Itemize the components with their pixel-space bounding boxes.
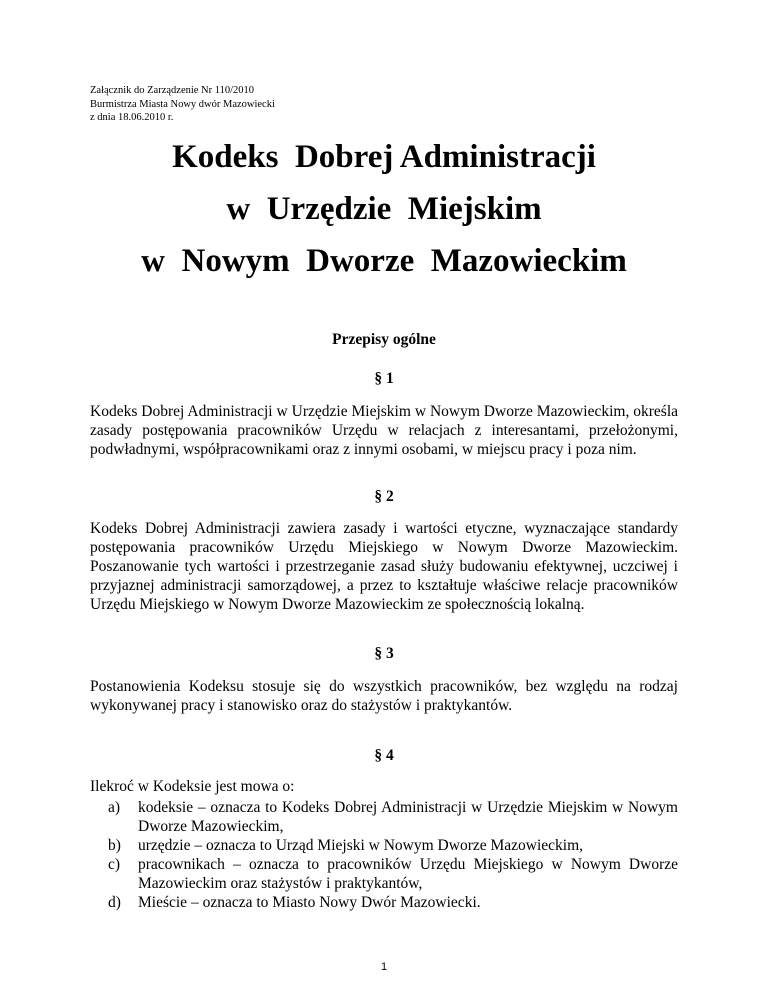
section-heading: Przepisy ogólne [332,331,436,348]
list-item-marker: c) [108,856,121,873]
list-item-marker: a) [108,799,121,816]
list-item-text: Mieście – oznacza to Miasto Nowy Dwór Mazowiecki. [138,894,481,911]
annex-line-3: z dnia 18.06.2010 r. [90,112,174,123]
paragraph-mark-2: § 2 [374,488,394,505]
list-item-text: kodeksie – oznacza to Kodeks Dobrej Administracji w Urzędzie Miejskim w Nowym Dworze Mazowieckim, [138,799,678,835]
list-item [90,798,678,836]
paragraph-text-3: Postanowienia Kodeksu stosuje się do wszystkich pracowników, bez względu na rodzaj wykonywanej pracy i stanowisko oraz do stażystów i praktykantów. [90,678,678,714]
list-item-text: pracownikach – oznacza to pracowników Urzędu Miejskiego w Nowym Dworze Mazowieckim oraz stażystów i praktykantów, [138,856,678,892]
list-item [90,855,678,893]
list-item [90,836,678,855]
annex-line-2: Burmistrza Miasta Nowy dwór Mazowiecki [90,98,275,110]
definitions-intro: Ilekroć w Kodeksie jest mowa o: [90,778,295,795]
list-item [90,893,678,912]
annex-line-1: Załącznik do Zarządzenie Nr 110/2010 [90,85,255,96]
list-item-text: urzędzie – oznacza to Urząd Miejski w Nowym Dworze Mazowieckim, [138,837,584,854]
list-item-marker: b) [108,837,121,854]
document-title-line-3: w Nowym Dworze Mazowieckim [141,243,627,279]
page-number: 1 [380,961,388,973]
definitions-list [90,798,678,912]
document-title-line-1: Kodeks Dobrej Administracji [172,139,596,175]
document-title-line-2: w Urzędzie Miejskim [226,191,542,227]
list-item-marker: d) [108,894,121,911]
annex-note [90,84,275,125]
paragraph-mark-3: § 3 [374,645,394,662]
paragraph-text-2: Kodeks Dobrej Administracji zawiera zasady i wartości etyczne, wyznaczające standardy postępowania pracowników Urzędu Miejskiego w Nowym Dworze Mazowieckim. Poszanowanie tych wartości i przestrzeganie zasad służy budowaniu efektywnej, uczciwej i przyjaznej administracji samorządowej, a przez to kształtuje właściwe relacje pracowników Urzędu Miejskiego w Nowym Dworze Mazowieckim ze społecznością lokalną. [90,520,678,613]
paragraph-mark-4: § 4 [374,747,394,764]
paragraph-text-1: Kodeks Dobrej Administracji w Urzędzie Miejskim w Nowym Dworze Mazowieckim, określa zasady postępowania pracowników Urzędu w relacjach z interesantami, przełożonymi, podwładnymi, współpracownikami oraz z innymi osobami, w miejscu pracy i poza nim. [90,403,678,458]
paragraph-mark-1: § 1 [374,370,394,387]
